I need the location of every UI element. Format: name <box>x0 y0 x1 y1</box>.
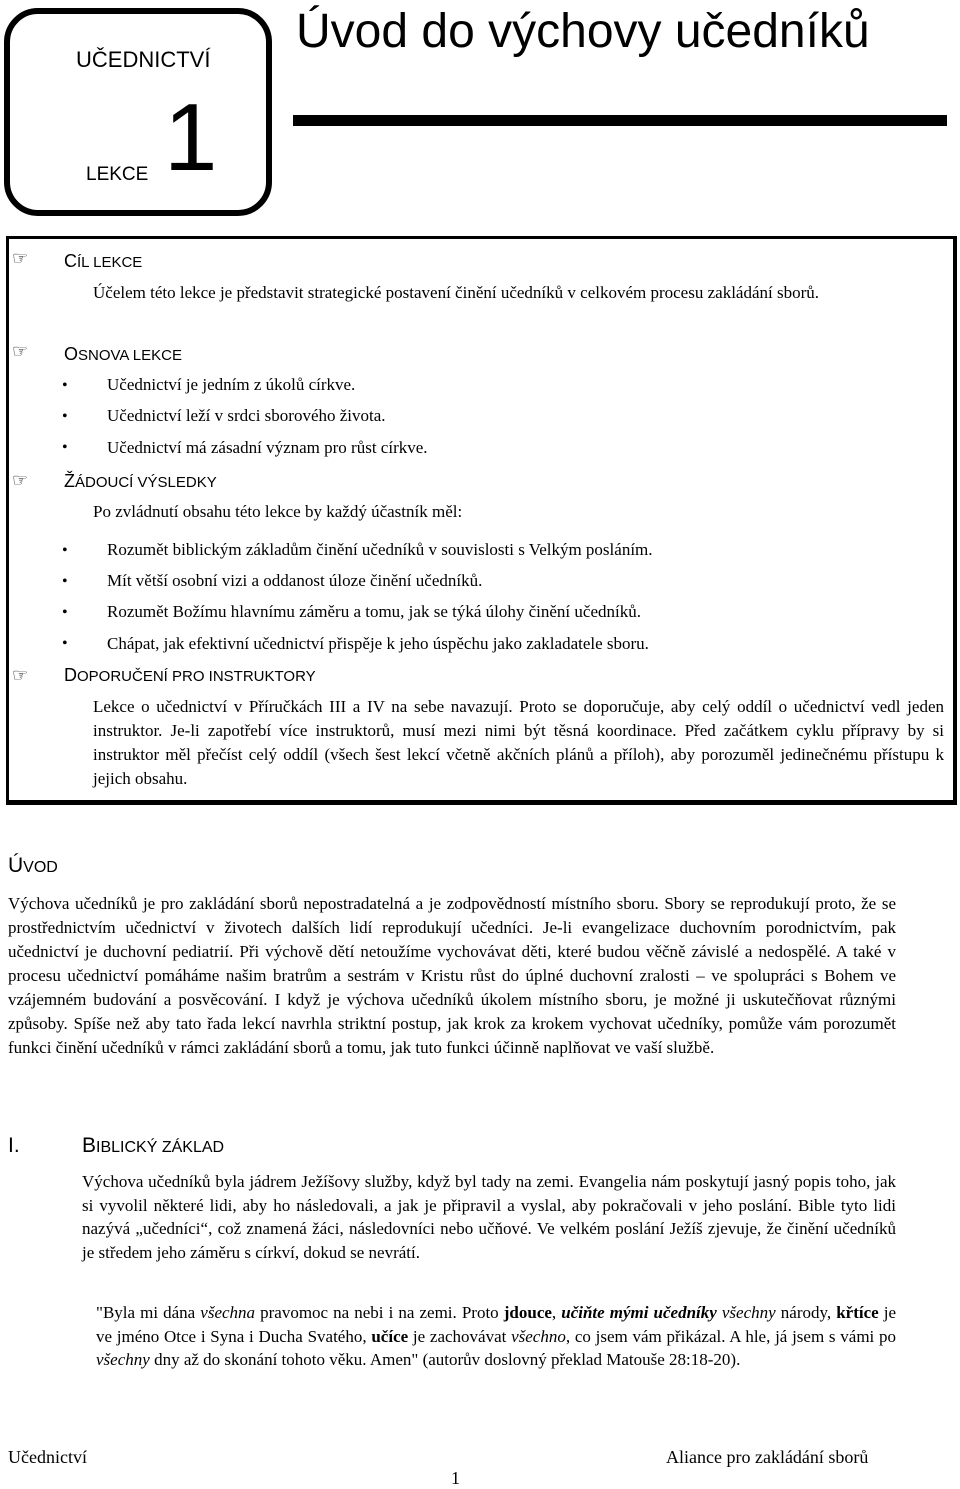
title-underline <box>293 115 947 126</box>
outline-item: Učednictví leží v srdci sborového života. <box>107 406 386 425</box>
goal-text: Účelem této lekce je představit strategické postavení činění učedníků v celkovém procesu zakládání sborů. <box>93 283 820 302</box>
outcomes-heading: ŽÁDOUCÍ VÝSLEDKY <box>64 471 217 491</box>
pointing-hand-icon: ☞ <box>12 248 29 268</box>
instructors-heading: DOPORUČENÍ PRO INSTRUKTORY <box>64 665 316 685</box>
bullet-icon: • <box>62 542 68 559</box>
footer-publisher: Aliance pro zakládání sborů <box>666 1447 869 1467</box>
footer-course: Učednictví <box>8 1447 87 1467</box>
lesson-badge <box>4 8 272 216</box>
bullet-icon: • <box>62 604 68 621</box>
intro-heading: ÚVOD <box>8 854 58 877</box>
pointing-hand-icon: ☞ <box>12 665 29 685</box>
pointing-hand-icon: ☞ <box>12 470 29 490</box>
outcome-item: Rozumět biblickým základům činění učedníků v souvislosti s Velkým posláním. <box>107 540 653 559</box>
outcome-item: Chápat, jak efektivní učednictví přispěje k jeho úspěchu jako zakladatele sboru. <box>107 634 649 653</box>
outline-item: Učednictví je jedním z úkolů církve. <box>107 375 356 394</box>
bullet-icon: • <box>62 573 68 590</box>
bullet-icon: • <box>62 439 68 456</box>
bullet-icon: • <box>62 635 68 652</box>
outcomes-intro: Po zvládnutí obsahu této lekce by každý účastník měl: <box>93 502 463 521</box>
outline-heading: OSNOVA LEKCE <box>64 344 182 364</box>
page-title: Úvod do výchovy učedníků <box>296 5 870 58</box>
bullet-icon: • <box>62 408 68 425</box>
course-name: UČEDNICTVÍ <box>76 47 211 72</box>
lesson-number: 1 <box>164 84 218 191</box>
scripture-quote: "Byla mi dána všechna pravomoc na nebi i na zemi. Proto jdouce, učiňte mými učedníky všechny národy, křtíce je ve jméno Otce i Syna i Ducha Svatého, učíce je zachovávat všechno, co jsem vám přikázal. A hle, já jsem s vámi po všechny dny až do skonání tohoto věku. Amen" (autorův doslovný překlad Matouše 28:18-20). <box>96 1303 897 1369</box>
intro-text: Výchova učedníků je pro zakládání sborů nepostradatelná a je zodpovědností místního sboru. Sbory se reprodukují proto, že se prostřednictvím učednictví v životech dalších lidí reprodukují učedníci. Je-li evangelizace duchovním porodnictvím, pak učednictví je duchovní pediatrií. Při výchově dětí netoužíme vychovávat děti, které budou věčně závislé a nedospělé. A také v procesu učednictví pomáháme našim bratrům a sestrám v Kristu růst do úplné duchovní zralosti – ve spolupráci s Bohem ve vzájemném budování a posvěcování. I když je výchova učedníků úkolem místního sboru, je možné ji uskutečňovat různými způsoby. Spíše než aby tato řada lekcí navrhla striktní postup, jak krok za krokem vychovat učedníky, pomůže vám porozumět funkci činění učedníků v rámci zakládání sborů a tomu, jak tuto funkci účinně naplňovat ve vaší službě. <box>8 894 896 1057</box>
outcome-item: Mít větší osobní vizi a oddanost úloze činění učedníků. <box>107 571 483 590</box>
section-text: Výchova učedníků byla jádrem Ježíšovy služby, když byl tady na zemi. Evangelia nám poskytují jasný popis toho, jak si vyvolil některé lidi, aby ho následovali, a jak je připravil a vyslal, aby pokračovali v jeho poslání. Bible tyto lidi nazývá „učedníci“, což znamená žáci, následovníci nebo učňové. Ve velkém poslání Ježíš zjevuje, že činění učedníků je středem jeho záměru s církví, dokud se nevrátí. <box>82 1172 896 1262</box>
page-number: 1 <box>451 1468 460 1488</box>
outline-item: Učednictví má zásadní význam pro růst církve. <box>107 438 428 457</box>
section-numeral: I. <box>8 1134 20 1157</box>
instructors-text: Lekce o učednictví v Příručkách III a IV na sebe navazují. Proto se doporučuje, aby celý oddíl o učednictví vedl jeden instruktor. Je-li zapotřebí více instruktorů, musí mezi nimi být těsná koordinace. Před začátkem cyklu přípravy by si instruktor měl přečíst celý oddíl (všech šest lekcí včetně akčních plánů a příloh), aby porozuměl jedinečnému přístupu k jejich obsahu. <box>93 697 944 788</box>
goal-heading: CÍL LEKCE <box>64 251 143 271</box>
lesson-label: LEKCE <box>86 164 149 185</box>
section-heading: BIBLICKÝ ZÁKLAD <box>82 1134 225 1157</box>
pointing-hand-icon: ☞ <box>12 341 29 361</box>
bullet-icon: • <box>62 377 68 394</box>
outcome-item: Rozumět Božímu hlavnímu záměru a tomu, jak se týká úlohy činění učedníků. <box>107 602 641 621</box>
